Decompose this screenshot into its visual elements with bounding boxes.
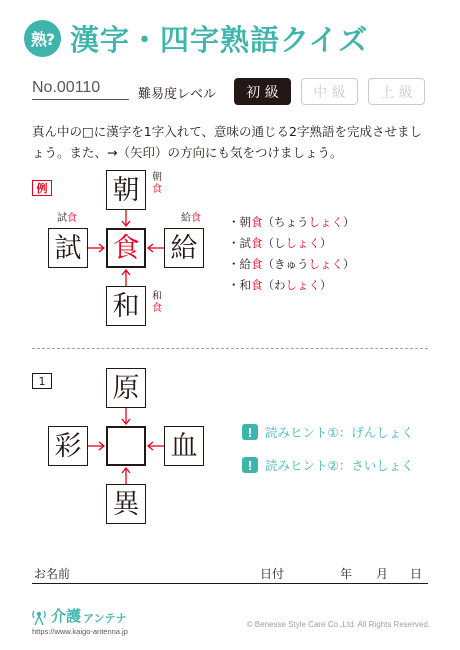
kaigo-antenna-logo bbox=[30, 605, 127, 626]
list-item: ・朝食（ちょうしょく） bbox=[228, 215, 355, 229]
list-item: ・和食（わしょく） bbox=[228, 278, 332, 292]
list-item: ・試食（ししょく） bbox=[228, 236, 332, 250]
example-center-kanji: 食 bbox=[106, 228, 146, 268]
month-label: 月 bbox=[376, 567, 389, 581]
copyright: © Benesse Style Care Co.,Ltd. All Rights Reserved. bbox=[246, 620, 430, 629]
example-left-kanji: 試 bbox=[48, 228, 88, 268]
example-bottom-hint: 和 食 bbox=[152, 291, 162, 314]
site-url: https://www.kaigo-antenna.jp bbox=[32, 627, 128, 636]
list-item: ・給食（きゅうしょく） bbox=[228, 257, 355, 271]
serial-number: No.00110 bbox=[32, 79, 101, 96]
exclamation-icon: ! bbox=[242, 424, 258, 440]
logo-text: 熟? bbox=[30, 30, 55, 49]
name-date-line bbox=[32, 583, 428, 584]
example-tag: 例 bbox=[32, 180, 52, 196]
question-arrow-right-icon bbox=[88, 440, 106, 452]
reading-hint-2 bbox=[242, 456, 414, 474]
brand-name: 介護 bbox=[51, 607, 82, 625]
question-arrow-down-icon bbox=[120, 408, 132, 426]
antenna-icon bbox=[30, 608, 48, 626]
question-right-kanji: 血 bbox=[164, 426, 204, 466]
question-arrow-up-icon bbox=[120, 466, 132, 484]
serial-underline bbox=[32, 99, 129, 100]
reading-hint-text: 読みヒント②：さいしょく bbox=[265, 458, 414, 473]
instructions: 真ん中の□に漢字を1字入れて、意味の通じる2字熟語を完成させましょう。また、→（矢印）の方向にも気をつけましょう。 bbox=[32, 124, 422, 160]
page-title: 漢字・四字熟語クイズ bbox=[70, 23, 369, 57]
name-label: お名前 bbox=[34, 567, 71, 581]
year-label: 年 bbox=[340, 567, 353, 581]
section-divider bbox=[32, 348, 428, 349]
question-top-kanji: 原 bbox=[106, 368, 146, 408]
level-intermediate-badge: 中 級 bbox=[301, 78, 358, 105]
question-number-tag: 1 bbox=[32, 373, 52, 389]
example-readings-list bbox=[228, 212, 355, 296]
brand-sub: アンテナ bbox=[83, 612, 127, 625]
day-label: 日 bbox=[410, 567, 423, 581]
example-arrow-up-icon bbox=[120, 268, 132, 286]
example-bottom-kanji: 和 bbox=[106, 286, 146, 326]
date-label: 日付 bbox=[260, 567, 285, 581]
example-right-kanji: 給 bbox=[164, 228, 204, 268]
reading-hint-1 bbox=[242, 423, 414, 441]
example-right-hint: 給食 bbox=[181, 213, 201, 224]
example-arrow-left-icon bbox=[146, 242, 164, 254]
example-arrow-right-icon bbox=[88, 242, 106, 254]
question-arrow-left-icon bbox=[146, 440, 164, 452]
quiz-logo bbox=[24, 20, 61, 57]
reading-hint-text: 読みヒント①：げんしょく bbox=[265, 425, 414, 440]
level-advanced-badge: 上 級 bbox=[368, 78, 425, 105]
answer-box[interactable] bbox=[106, 426, 146, 466]
example-top-kanji: 朝 bbox=[106, 170, 146, 210]
example-left-hint: 試食 bbox=[57, 213, 77, 224]
example-arrow-down-icon bbox=[120, 210, 132, 228]
question-bottom-kanji: 異 bbox=[106, 484, 146, 524]
example-top-hint: 朝 食 bbox=[152, 172, 162, 195]
difficulty-label: 難易度レベル bbox=[138, 87, 217, 102]
level-beginner-badge: 初 級 bbox=[234, 78, 291, 105]
exclamation-icon: ! bbox=[242, 457, 258, 473]
question-left-kanji: 彩 bbox=[48, 426, 88, 466]
